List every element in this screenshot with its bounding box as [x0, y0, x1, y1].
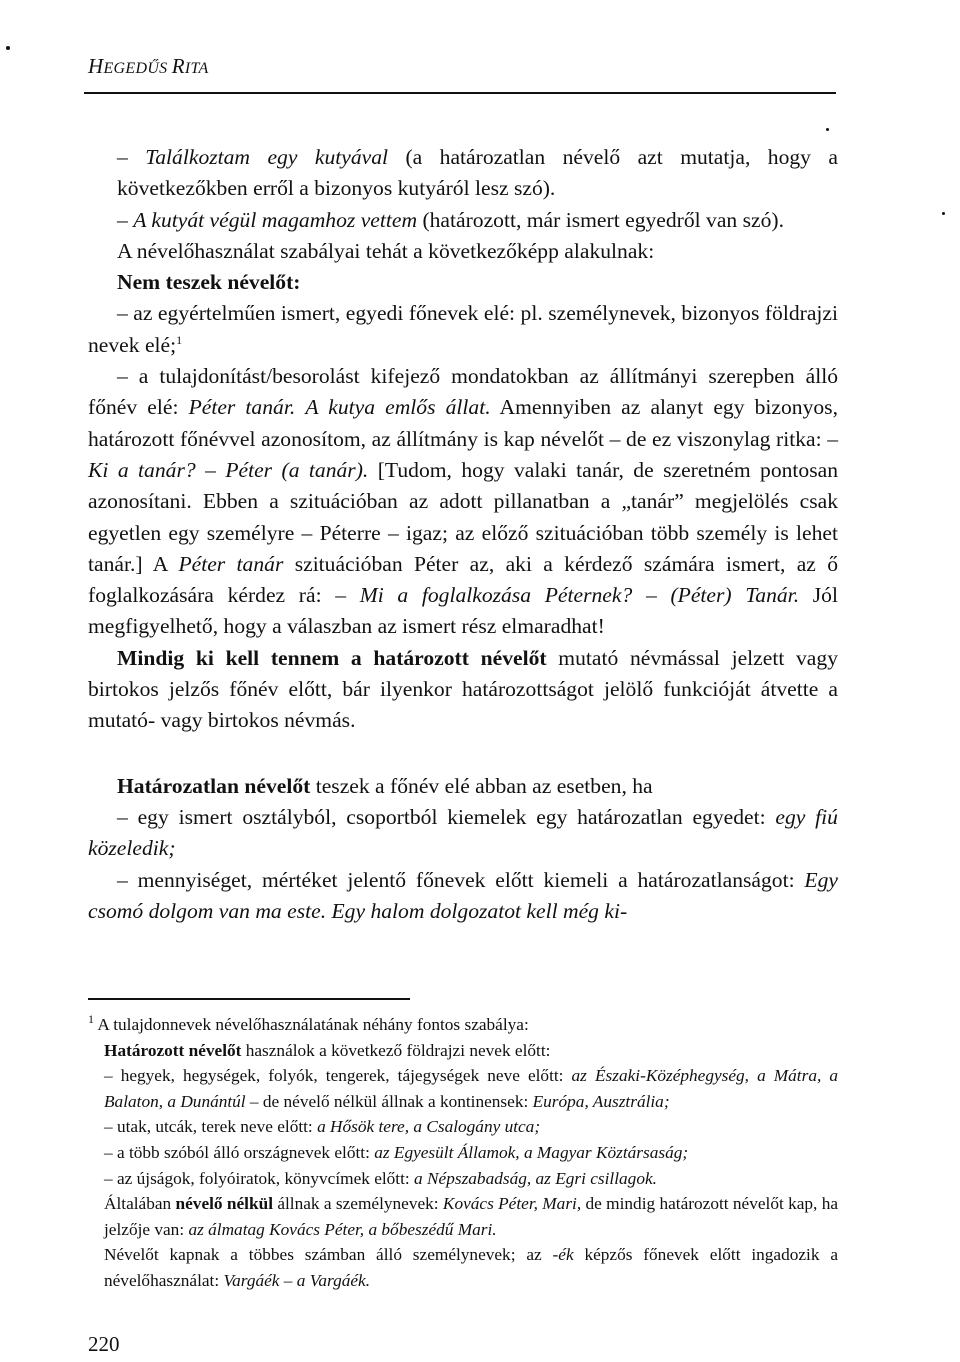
- example-italic: az Egyesült Államok, a Magyar Köztársaság;: [374, 1142, 689, 1162]
- header-char: H: [88, 54, 104, 78]
- bold-text: névelő nélkül: [175, 1194, 273, 1214]
- footnote-line: [88, 1242, 838, 1293]
- footnote-text: – az újságok, folyóiratok, könyvcímek előtt:: [104, 1168, 415, 1188]
- example-italic: Mi a foglalkozása Péternek?: [359, 583, 633, 608]
- rule-text: – a tulajdonítást/besorolást kifejező mondatokban az állítmányi szerepben álló főnév elé:: [88, 364, 838, 420]
- page-number: 220: [88, 1332, 120, 1356]
- example-italic: -ék: [552, 1245, 574, 1265]
- header-smallcaps: EGEDŰS: [103, 60, 172, 77]
- rule-text: szituációban Péter az, aki a kérdező számára ismert, az ő foglalkozására kérdez rá: –: [88, 551, 838, 608]
- running-header: [88, 54, 209, 79]
- footnote-rule: [88, 998, 410, 1000]
- speck-mark: [826, 128, 829, 131]
- footnote-text: használok a következő földrajzi nevek előtt:: [241, 1040, 551, 1060]
- dash: –: [117, 207, 134, 232]
- footnote: [88, 1012, 838, 1294]
- footnote-text: Általában: [104, 1194, 176, 1214]
- rule-item: [88, 298, 838, 361]
- speck-mark: [6, 46, 10, 50]
- example-italic: Péter tanár.: [188, 395, 296, 420]
- example-italic: a Népszabadság, az Egri csillagok.: [414, 1168, 657, 1188]
- example-italic: Európa, Ausztrália;: [532, 1091, 670, 1111]
- dash: –: [117, 145, 146, 169]
- footnote-text: – hegyek, hegységek, folyók, tengerek, tájegységek neve előtt:: [104, 1066, 572, 1086]
- paragraph-gap: [88, 737, 838, 771]
- example-line: [88, 142, 838, 205]
- footnote-text: – de névelő nélkül állnak a kontinensek:: [245, 1091, 533, 1111]
- bold-text: Mindig ki kell tennem a határozott névelőt: [117, 645, 547, 670]
- bold-text: Nem teszek névelőt:: [117, 270, 301, 295]
- example-italic: Találkoztam egy kutyával: [145, 145, 389, 169]
- footnote-text: állnak a személynevek:: [273, 1194, 443, 1214]
- footnote-line: [88, 1166, 838, 1192]
- example-line: [88, 205, 838, 236]
- example-italic: A kutya emlős állat.: [305, 395, 491, 420]
- footnote-text: de mindig határozott névelőt kap, ha jelzője van:: [104, 1194, 839, 1239]
- footnote-line: [88, 1063, 838, 1114]
- footnote-text: képzős főnevek előtt ingadozik a névelőhasználat:: [104, 1245, 838, 1290]
- footnote-ref: 1: [176, 332, 183, 347]
- paragraph-text: teszek a főnév elé abban az esetben, ha: [310, 773, 653, 798]
- rule-text: Jól megfigyelhető, hogy a válaszban az ismert rész elmaradhat!: [88, 583, 838, 639]
- footnote-line: [88, 1038, 838, 1064]
- main-text: [88, 142, 838, 927]
- rule-text: – az egyértelműen ismert, egyedi főnevek elé: pl. személynevek, bizonyos földrajzi nevek elé;: [88, 301, 838, 357]
- speck-mark: [942, 212, 945, 215]
- footnote-text: – utak, utcák, terek neve előtt:: [104, 1117, 318, 1137]
- rule-text: [Tudom, hogy valaki tanár, de szeretném pontosan azonosítani. Ebben a szituációban az adott pillanatban a „tanár” megjelölés csak egyetlen egy személyre – Péterre – igaz; az előző szituációban több személy is lehet tanár.] A: [88, 457, 839, 576]
- footnote-number: 1: [88, 1012, 94, 1027]
- header-char: R: [171, 54, 185, 78]
- header-smallcaps: ITA: [184, 60, 209, 77]
- paragraph-text: mutató névmással jelzett vagy birtokos jelzős főnév előtt, bár ilyenkor határozottságot jelölő funkcióját átvette a mutató- vagy birtokos névmás.: [88, 645, 838, 733]
- example-italic: Vargáék – a Vargáék.: [223, 1270, 371, 1290]
- rule-text: Amennyiben az alanyt egy bizonyos, határozott főnévvel azonosítom, az állítmány is kap névelőt – de ez viszonylag ritka: –: [88, 395, 838, 451]
- example-italic: Péter tanár: [178, 551, 284, 576]
- example-italic: Kovács Péter, Mari,: [442, 1194, 582, 1214]
- paragraph: [88, 643, 838, 737]
- example-italic: az álmatag Kovács Péter, a bőbeszédű Mari.: [188, 1219, 497, 1239]
- example-italic: Ki a tanár?: [88, 457, 196, 482]
- footnote-line: [88, 1012, 838, 1038]
- space: [295, 395, 305, 419]
- footnote-text: – a több szóból álló országnevek előtt:: [104, 1142, 375, 1162]
- bold-text: Határozott névelőt: [104, 1040, 242, 1060]
- rule-text: – mennyiséget, mértéket jelentő főnevek előtt kiemeli a határozatlanságot:: [117, 867, 805, 892]
- footnote-line: [88, 1191, 838, 1242]
- example-italic: a Hősök tere, a Csalogány utca;: [317, 1117, 541, 1137]
- paragraph: [88, 771, 838, 802]
- example-italic: az Északi-Középhegység, a Mátra, a Balaton, a Dunántúl: [104, 1066, 838, 1111]
- rule-text: –: [632, 583, 671, 608]
- rule-text: –: [195, 457, 226, 482]
- example-text: (a határozatlan névelő azt mutatja, hogy a következőkben erről a bizonyos kutyáról lesz szó).: [117, 145, 838, 201]
- footnote-line: [88, 1140, 838, 1166]
- rule-item: [88, 361, 838, 643]
- footnote-line: [88, 1114, 838, 1140]
- example-italic: Egy csomó dolgom van ma este. Egy halom dolgozatot kell még ki-: [88, 867, 838, 923]
- rule-item: [88, 802, 838, 865]
- subheading: [88, 267, 838, 298]
- rule-text: – egy ismert osztályból, csoportból kiemelek egy határozatlan egyedet:: [117, 804, 776, 829]
- example-italic: Péter (a tanár).: [225, 457, 369, 482]
- header-rule: [84, 92, 836, 94]
- rule-item: [88, 865, 838, 928]
- bold-text: Határozatlan névelőt: [117, 773, 311, 798]
- example-italic: A kutyát végül magamhoz vettem: [133, 207, 418, 232]
- example-text: (határozott, már ismert egyedről van szó).: [417, 207, 785, 232]
- example-italic: (Péter) Tanár.: [670, 583, 800, 608]
- footnote-text: A tulajdonnevek névelőhasználatának néhány fontos szabálya:: [94, 1015, 529, 1034]
- footnote-text: Névelőt kapnak a többes számban álló személynevek; az: [104, 1245, 553, 1265]
- example-italic: egy fiú közeledik;: [88, 804, 838, 861]
- paragraph: A névelőhasználat szabályai tehát a következőképp alakulnak:: [117, 238, 655, 263]
